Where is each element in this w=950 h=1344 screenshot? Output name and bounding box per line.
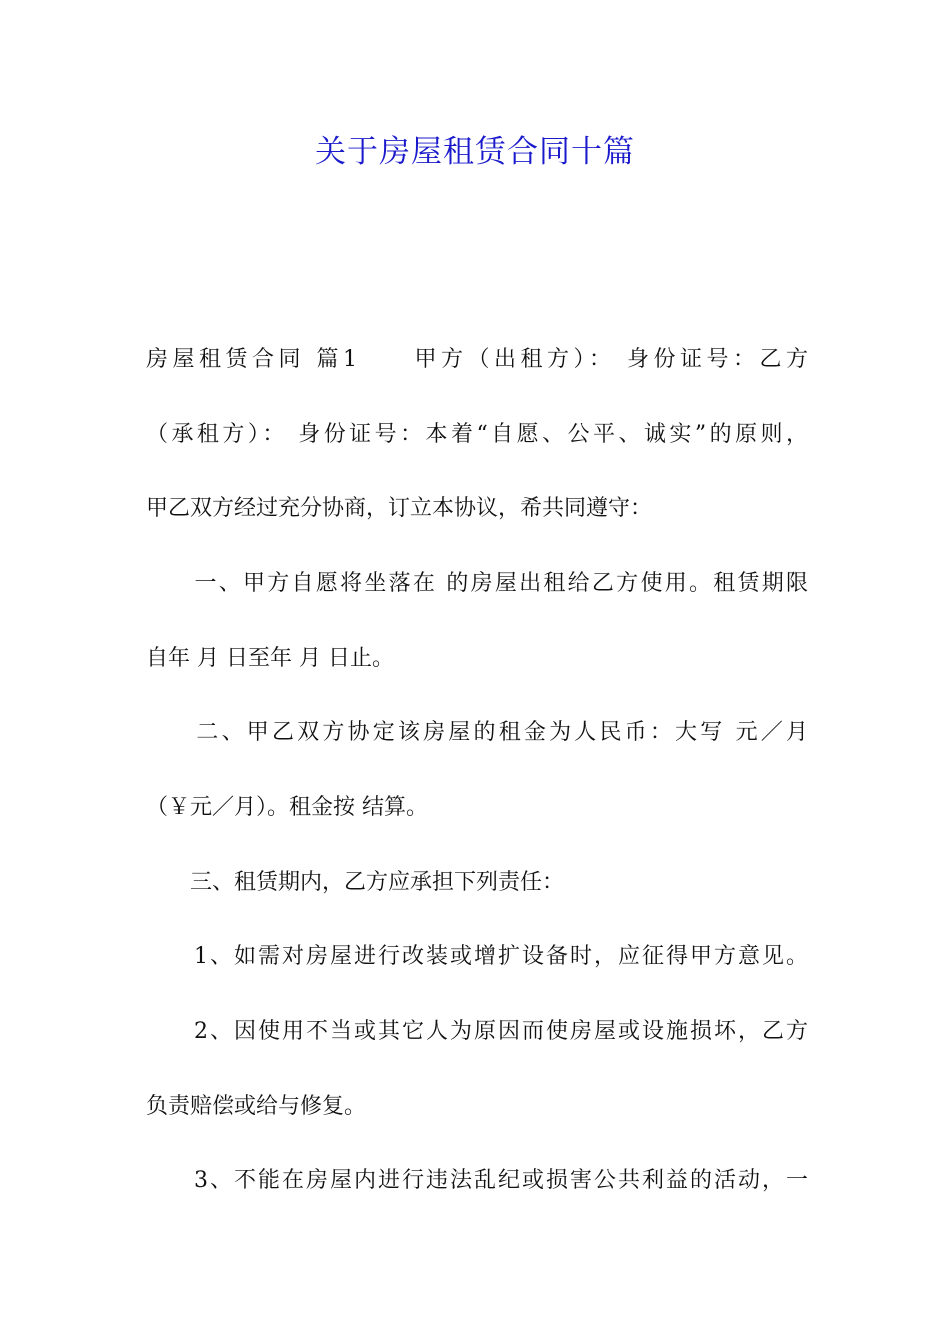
paragraph-line: 二、甲乙双方协定该房屋的租金为人民币：大写 元／月 <box>146 720 808 745</box>
paragraph-line: 2、因使用不当或其它人为原因而使房屋或设施损坏，乙方 <box>146 1019 808 1044</box>
paragraph-line: （承租方）： 身份证号：本着“自愿、公平、诚实”的原则， <box>146 422 808 447</box>
paragraph-line: 房屋租赁合同 篇1 甲方（出租方）： 身份证号：乙方 <box>146 347 808 372</box>
paragraph-line: 负责赔偿或给与修复。 <box>146 1094 367 1119</box>
paragraph-line: 1、如需对房屋进行改装或增扩设备时，应征得甲方意见。 <box>146 944 808 969</box>
paragraph-line: 3、不能在房屋内进行违法乱纪或损害公共利益的活动，一 <box>146 1168 808 1193</box>
paragraph-line: 甲乙双方经过充分协商，订立本协议，希共同遵守： <box>146 496 653 521</box>
paragraph-line: 一、甲方自愿将坐落在 的房屋出租给乙方使用。租赁期限 <box>146 571 808 596</box>
paragraph-line: （￥元／月）。租金按 结算。 <box>146 795 428 820</box>
document-title: 关于房屋租赁合同十篇 <box>315 134 635 170</box>
paragraph-line: 三、租赁期内，乙方应承担下列责任： <box>146 870 565 895</box>
paragraph-line: 自年 月 日至年 月 日止。 <box>146 646 394 671</box>
